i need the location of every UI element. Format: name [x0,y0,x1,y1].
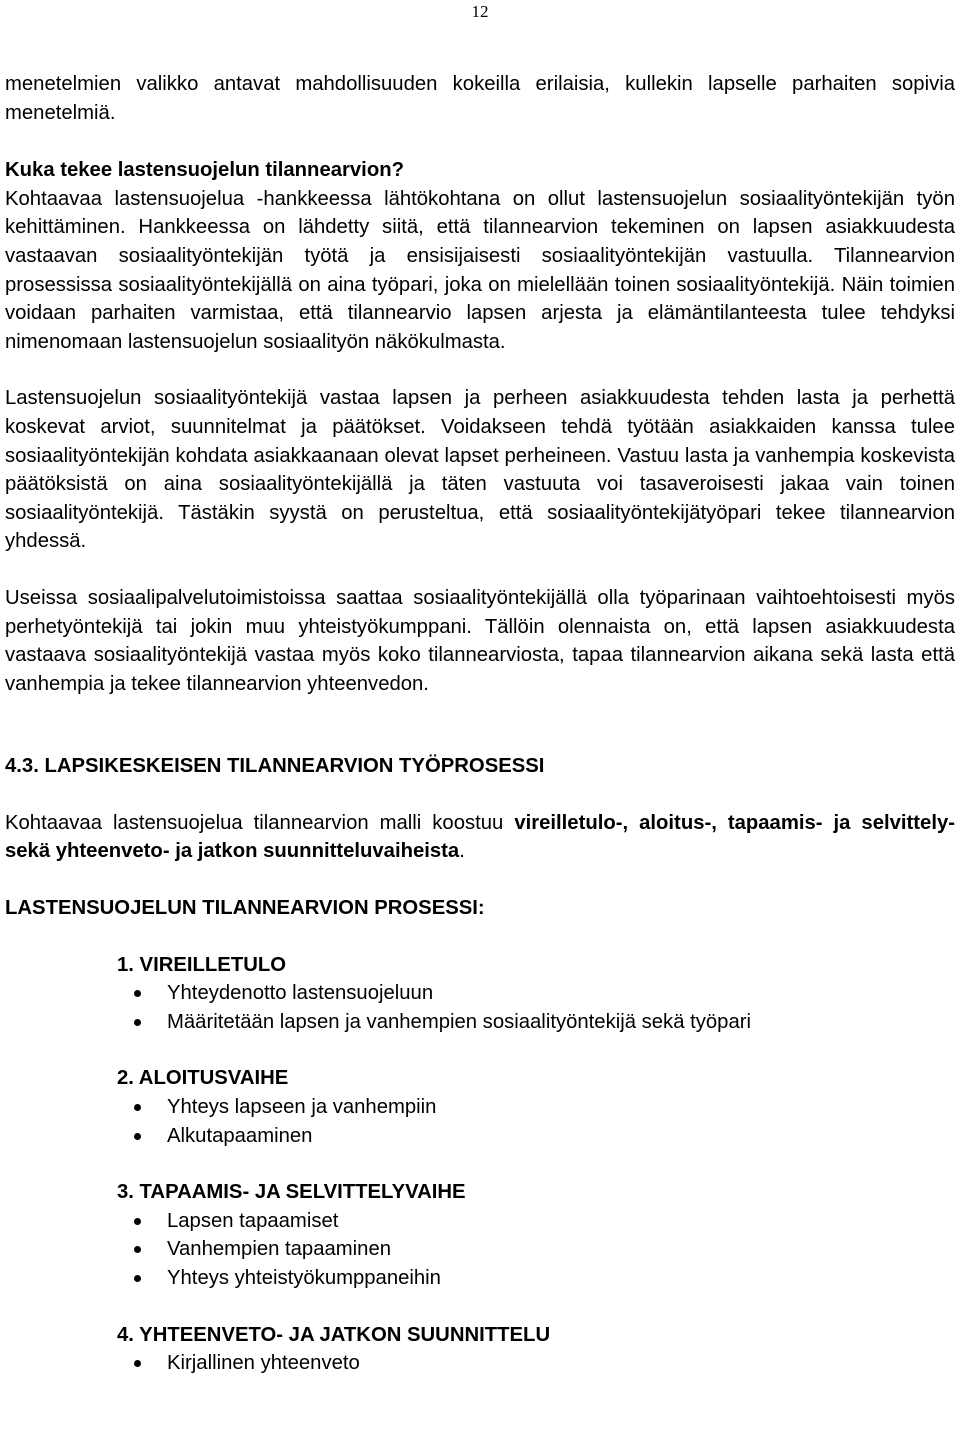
list-item: Yhteydenotto lastensuojeluun [117,979,955,1008]
list-item: Kirjallinen yhteenveto [117,1349,955,1378]
stage-3-list [117,1207,955,1293]
stage-1 [117,951,955,1037]
bullet-icon [134,1104,141,1111]
section-intro-end: . [459,840,465,863]
section-intro [5,809,955,866]
bullet-icon [134,1360,141,1367]
list-item: Vanhempien tapaaminen [117,1235,955,1264]
stage-2-list [117,1093,955,1150]
stage-2 [117,1064,955,1150]
stage-title: 1. VIREILLETULO [117,953,287,976]
section-heading: 4.3. LAPSIKESKEISEN TILANNEARVION TYÖPROSESSI [5,755,545,778]
paragraph-responsibility: Lastensuojelun sosiaalityöntekijä vastaa lapsen ja perheen asiakkuudesta tehden lasta ja perhettä koskevat arviot, suunnitelmat ja päätökset. Voidakseen tehdä työtään asiakkaiden kanssa tulee sosiaalityöntekijän kohdata asiakkaanaan olevat lapset perheineen. Vastuu lasta ja vanhempia koskevista päätöksistä on aina sosiaalityöntekijällä ja täten vastuuta voi tasaveroisesti jakaa vain toinen sosiaalityöntekijä. Tästäkin syystä on perusteltua, että sosiaalityöntekijätyöpari tekee tilannearvion yhdessä. [5,387,955,553]
bullet-icon [134,1133,141,1140]
stage-title: 3. TAPAAMIS- JA SELVITTELYVAIHE [117,1181,466,1204]
stage-1-list [117,979,955,1036]
list-item: Yhteys lapseen ja vanhempiin [117,1093,955,1122]
stage-4 [117,1321,955,1378]
bullet-icon [134,1019,141,1026]
list-item: Alkutapaaminen [117,1122,955,1151]
bullet-icon [134,1275,141,1282]
section-intro-plain: Kohtaavaa lastensuojelua tilannearvion malli koostuu [5,811,515,834]
stage-4-list [117,1349,955,1378]
section-intro-bold: vireilletulo-, aloitus-, tapaamis- ja selvittely- sekä yhteenveto- ja jatkon suunnitteluvaiheista [5,811,955,863]
stage-title: 2. ALOITUSVAIHE [117,1067,289,1090]
document-body [5,70,955,1378]
process-heading: LASTENSUOJELUN TILANNEARVION PROSESSI: [5,897,485,920]
paragraph-who-does: Kohtaavaa lastensuojelua -hankkeessa lähtökohtana on ollut lastensuojelun sosiaalityöntekijän työn kehittäminen. Hankkeessa on lähdetty siitä, että tilannearvion tekeminen on lapsen asiakkuudesta vastaavan sosiaalityöntekijän työtä ja ensisijaisesti sosiaalityöntekijän vastuulla. Tilannearvion prosessissa sosiaalityöntekijällä on aina työpari, joka on mielellään toinen sosiaalityöntekijä. Näin toimien voidaan parhaiten varmistaa, että tilannearvio lapsen arjesta ja elämäntilanteesta tulee tehdyksi nimenomaan lastensuojelun sosiaalityön näkökulmasta. [5,187,955,353]
paragraph-intro: menetelmien valikko antavat mahdollisuuden kokeilla erilaisia, kullekin lapselle parhaiten sopivia menetelmiä. [5,73,955,124]
list-item: Yhteys yhteistyökumppaneihin [117,1264,955,1293]
paragraph-alternative-pair: Useissa sosiaalipalvelutoimistoissa saattaa sosiaalityöntekijällä olla työparinaan vaihtoehtoisesti myös perhetyöntekijä tai jokin muu yhteistyökumppani. Tällöin olennaista on, että lapsen asiakkuudesta vastaava sosiaalityöntekijä vastaa myös koko tilannearviosta, tapaa tilannearvion aikana sekä lasta että vanhempia ja tekee tilannearvion yhteenvedon. [5,586,955,695]
list-item: Lapsen tapaamiset [117,1207,955,1236]
bullet-icon [134,990,141,997]
question-heading: Kuka tekee lastensuojelun tilannearvion? [5,159,404,182]
bullet-icon [134,1246,141,1253]
list-item: Määritetään lapsen ja vanhempien sosiaalityöntekijä sekä työpari [117,1008,955,1037]
page-number: 12 [471,2,489,21]
bullet-icon [134,1218,141,1225]
stage-3 [117,1178,955,1292]
stage-title: 4. YHTEENVETO- JA JATKON SUUNNITTELU [117,1323,551,1346]
